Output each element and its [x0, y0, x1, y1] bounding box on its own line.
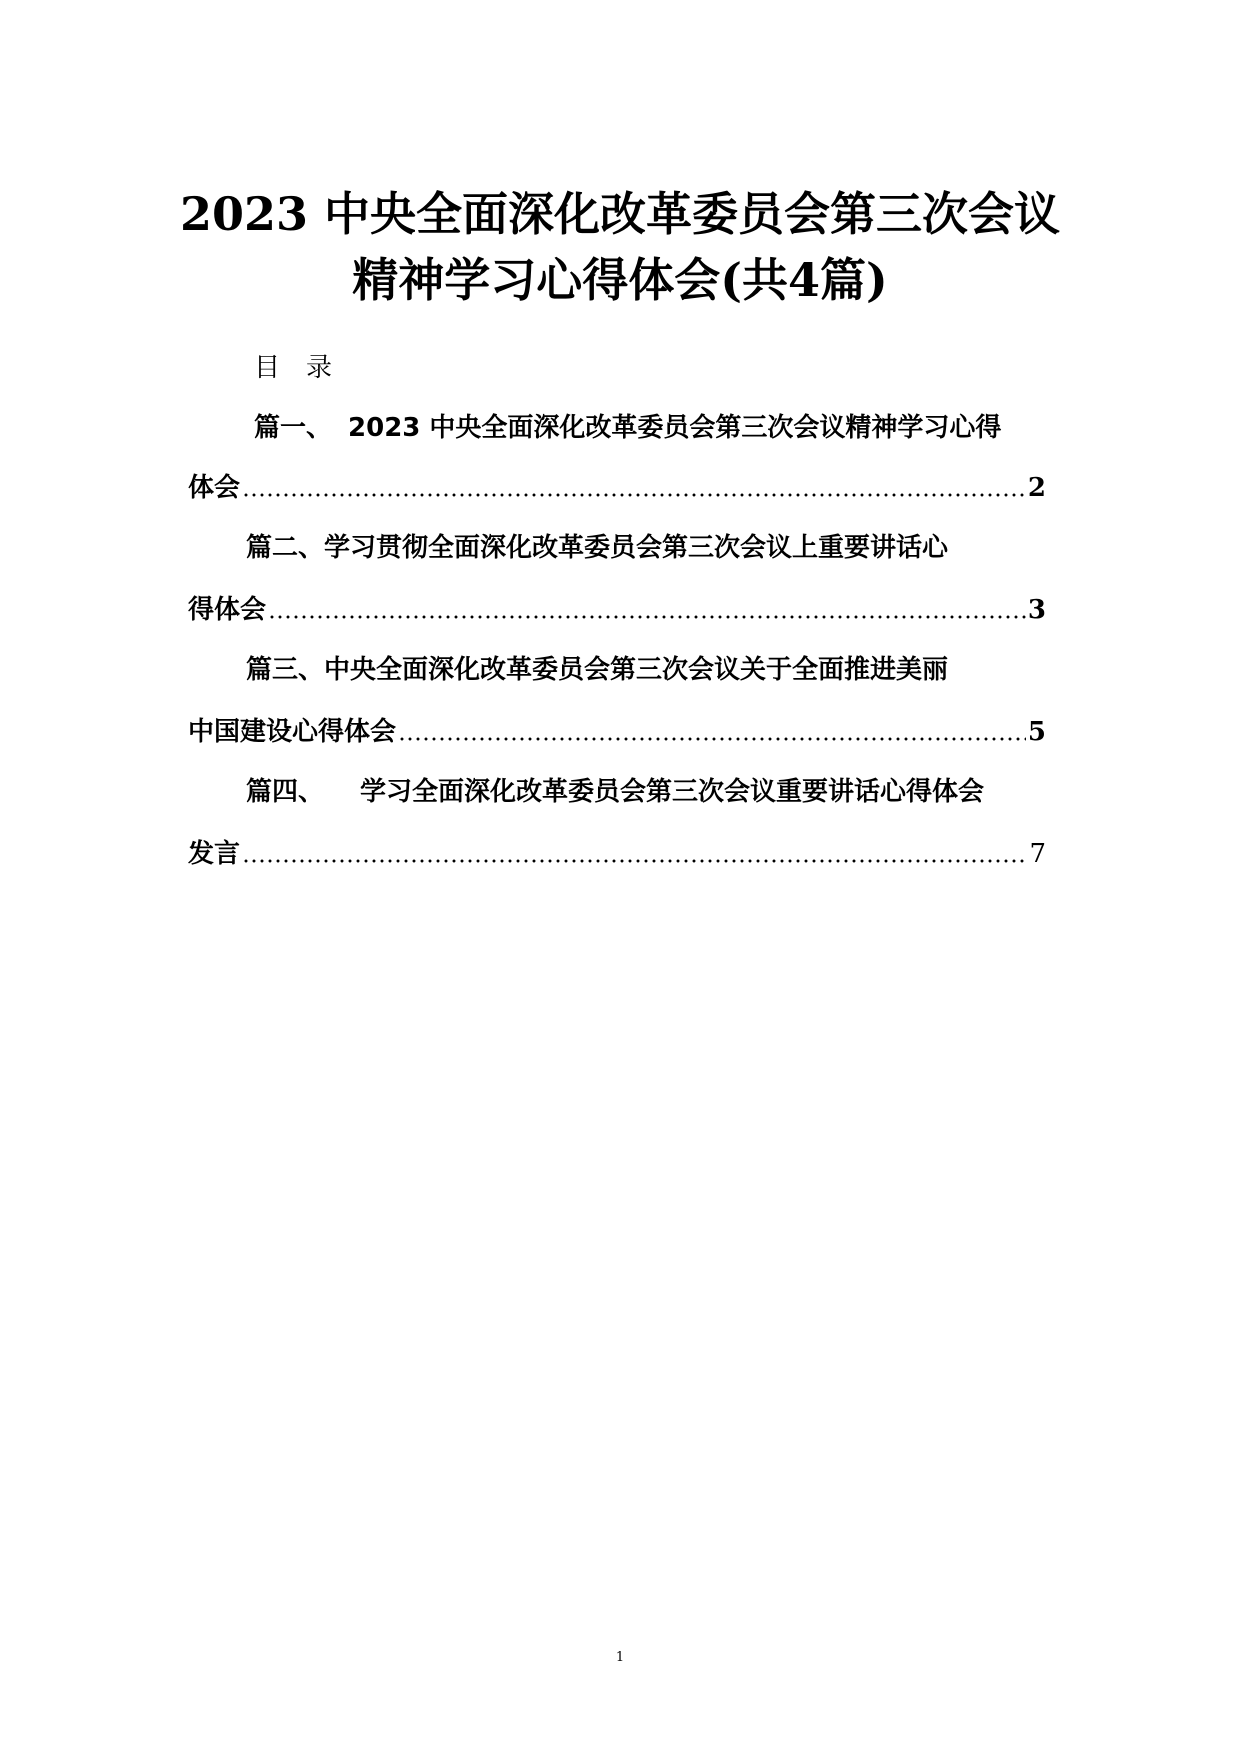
toc-entry-3-continuation[interactable] — [188, 714, 1046, 750]
toc-entry-3[interactable] — [246, 652, 948, 688]
toc-entry-title: 学习贯彻全面深化改革委员会第三次会议上重要讲话心 — [324, 533, 949, 563]
toc-entry-title-continuation: 得体会 — [188, 595, 267, 625]
document-title-line-1: 2023 中央全面深化改革委员会第三次会议 — [179, 187, 1061, 241]
toc-page-number: 7 — [1029, 839, 1046, 869]
toc-entry-label: 篇一、 — [254, 413, 333, 443]
toc-entry-title: 2023 中央全面深化改革委员会第三次会议精神学习心得 — [348, 413, 1002, 443]
toc-entry-1[interactable] — [254, 410, 1001, 446]
toc-entry-4[interactable] — [246, 774, 984, 810]
toc-page-number: 3 — [1027, 595, 1046, 625]
toc-entry-label: 篇三、 — [246, 655, 325, 685]
toc-leader-dots — [242, 858, 1027, 864]
toc-entry-2[interactable] — [246, 530, 948, 566]
toc-leader-dots — [268, 614, 1026, 620]
toc-entry-label: 篇二、 — [246, 533, 325, 563]
toc-entry-title-continuation: 中国建设心得体会 — [188, 717, 397, 747]
toc-entry-4-continuation[interactable] — [188, 836, 1046, 872]
toc-entry-label: 篇四、 — [246, 777, 325, 807]
toc-leader-dots — [242, 492, 1026, 498]
toc-page-number: 2 — [1027, 473, 1046, 503]
toc-heading: 目录 — [254, 353, 359, 383]
toc-entry-title-continuation: 发言 — [188, 839, 241, 869]
document-title-line-2: 精神学习心得体会(共4篇) — [352, 253, 888, 307]
toc-entry-2-continuation[interactable] — [188, 592, 1046, 628]
toc-page-number: 5 — [1027, 717, 1046, 747]
toc-leader-dots — [398, 736, 1026, 742]
toc-entry-1-continuation[interactable] — [188, 470, 1046, 506]
toc-entry-title: 学习全面深化改革委员会第三次会议重要讲话心得体会 — [360, 777, 985, 807]
toc-entry-title: 中央全面深化改革委员会第三次会议关于全面推进美丽 — [324, 655, 949, 685]
page-number: 1 — [615, 1650, 625, 1665]
toc-entry-title-continuation: 体会 — [188, 473, 241, 503]
